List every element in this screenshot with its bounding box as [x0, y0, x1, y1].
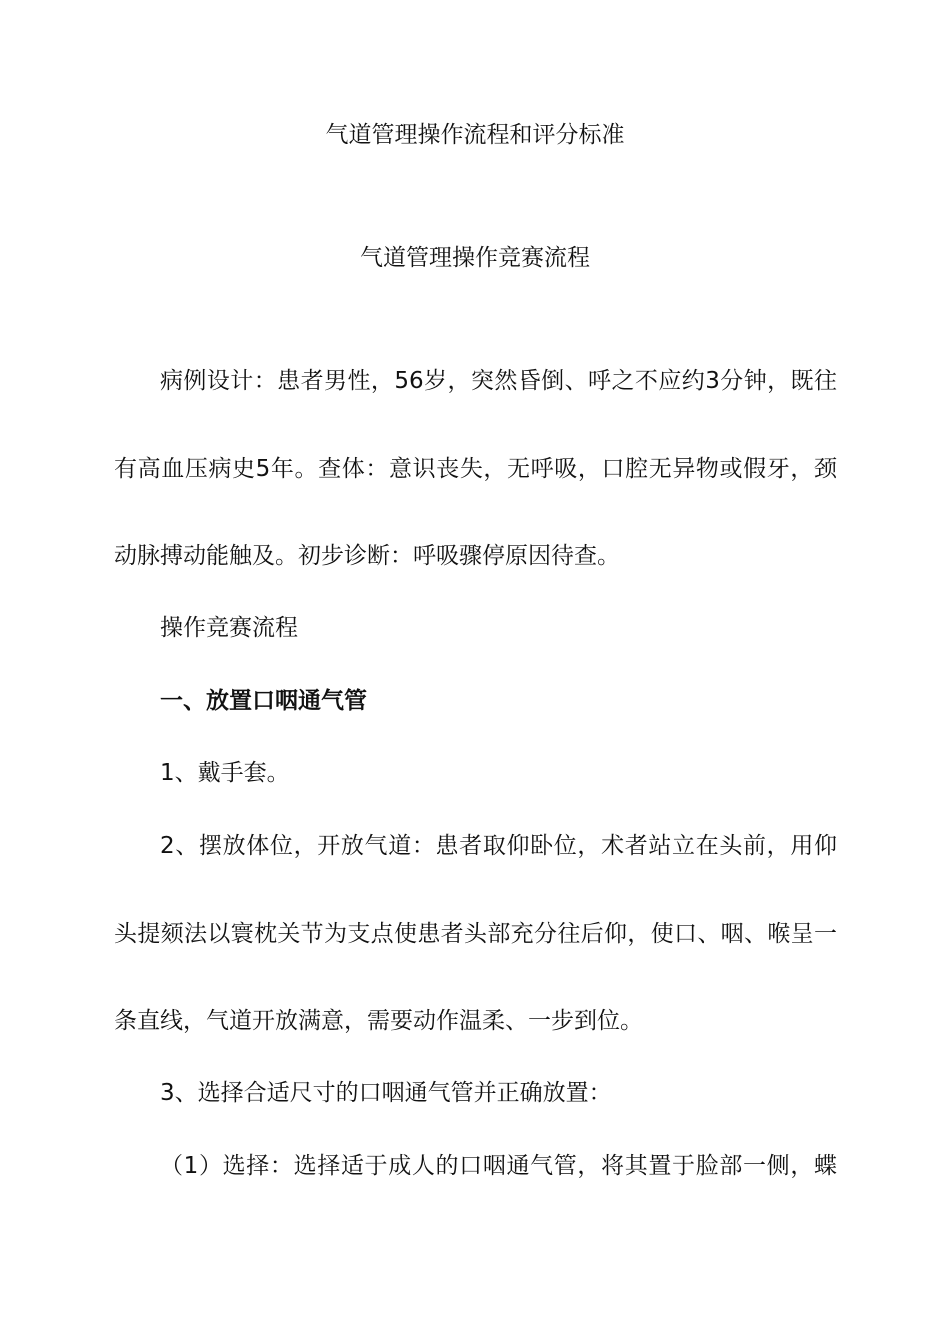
step-2-line-2: 头提颏法以寰枕关节为支点使患者头部充分往后仰，使口、咽、喉呈一	[114, 921, 837, 947]
case-paragraph-line-2: 有高血压病史5年。查体：意识丧失，无呼吸，口腔无异物或假牙，颈	[114, 456, 837, 482]
case-paragraph-line-3: 动脉搏动能触及。初步诊断：呼吸骤停原因待查。	[114, 543, 620, 569]
step-2-line-1: 2、摆放体位，开放气道：患者取仰卧位，术者站立在头前，用仰	[160, 833, 837, 859]
step-3-item-1: （1）选择：选择适于成人的口咽通气管，将其置于脸部一侧，蝶	[160, 1153, 837, 1179]
case-paragraph-line-1: 病例设计：患者男性，56岁，突然昏倒、呼之不应约3分钟，既往	[160, 368, 837, 394]
step-2-line-3: 条直线，气道开放满意，需要动作温柔、一步到位。	[114, 1008, 643, 1034]
flow-heading: 操作竞赛流程	[160, 615, 298, 641]
step-3: 3、选择合适尺寸的口咽通气管并正确放置：	[160, 1080, 612, 1106]
section-heading: 一、放置口咽通气管	[160, 688, 367, 714]
document-title: 气道管理操作流程和评分标准	[325, 122, 625, 148]
document-subtitle: 气道管理操作竞赛流程	[360, 245, 590, 271]
step-1: 1、戴手套。	[160, 760, 290, 786]
